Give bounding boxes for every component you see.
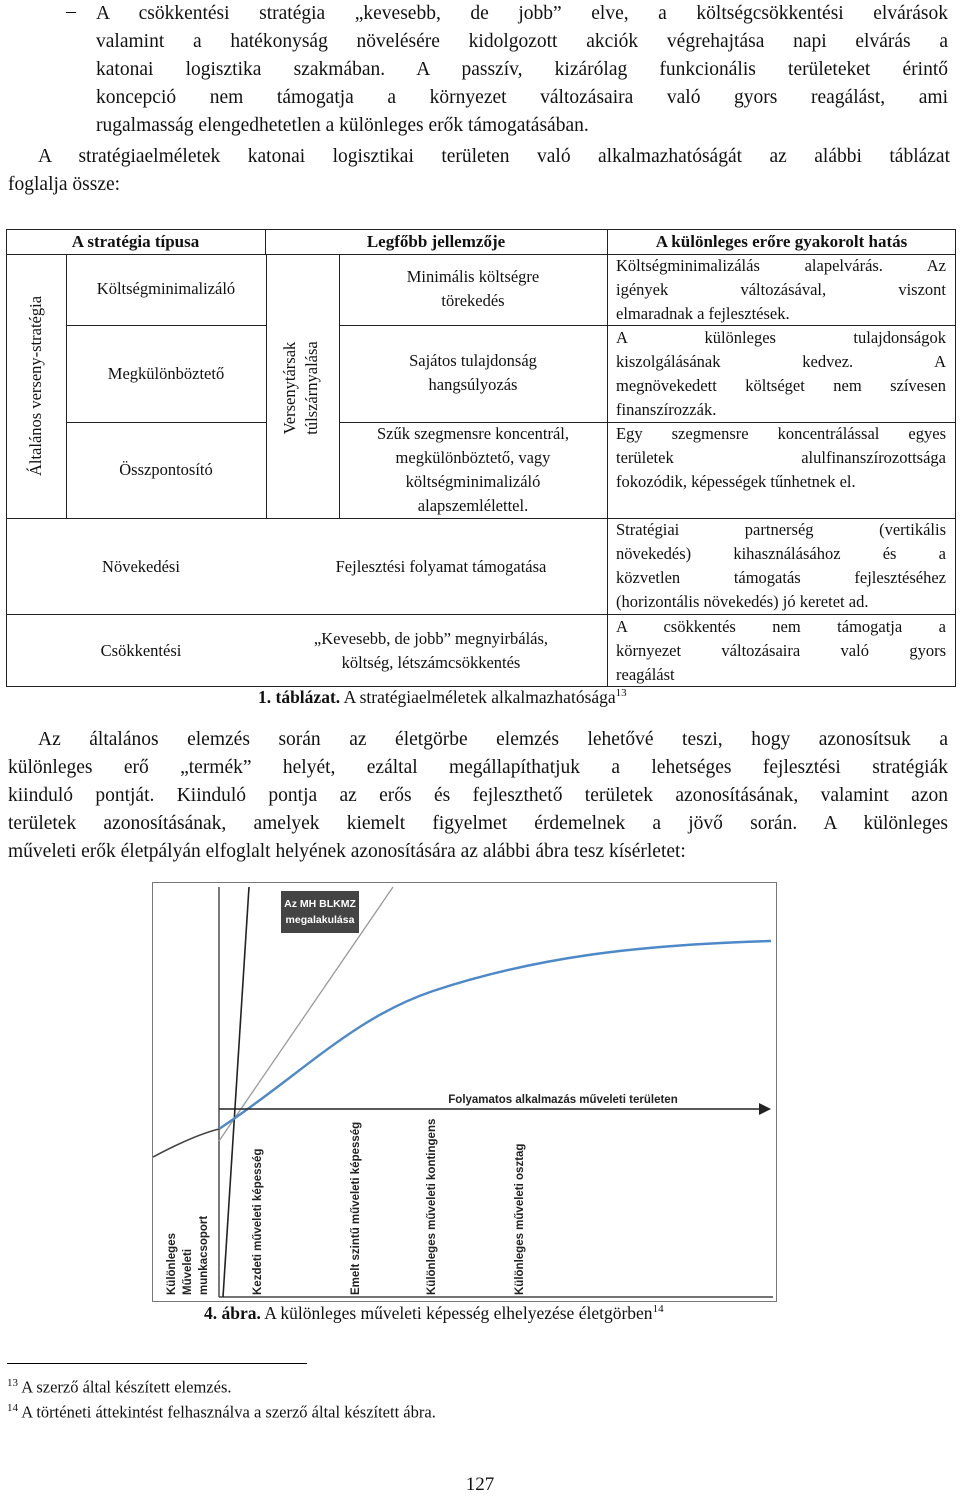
row-type: Megkülönböztető xyxy=(107,364,225,383)
effect-line: Költségminimalizálás alapelvárás. Az xyxy=(616,256,946,275)
feature-line: törekedés xyxy=(441,291,505,310)
effect-line: közvetlen támogatás fejlesztéséhez xyxy=(616,568,946,587)
bullet-line: A csökkentési stratégia „kevesebb, de jobb” elve, a költségcsökkentési elvárások xyxy=(96,3,948,24)
feature-line: költségminimalizáló xyxy=(405,472,541,491)
body-line: kiinduló pontját. Kiinduló pontja az erős és fejleszthető területek azonosításának, valamint azon xyxy=(8,785,948,806)
footnote-14 xyxy=(7,1402,436,1423)
intro-paragraph xyxy=(8,143,950,199)
effect-line: Egy szegmensre koncentrálással egyes xyxy=(616,424,946,443)
feature-line: Szűk szegmensre koncentrál, xyxy=(377,424,569,443)
body-line: területek azonosításának, amelyek kiemelt figyelmet érdemelnek a jövő során. A különleges xyxy=(8,813,948,834)
footnote-separator xyxy=(7,1363,307,1364)
row-effect xyxy=(616,422,946,494)
effect-line: növekedés) kihasználásához és a xyxy=(616,544,946,563)
row-effect xyxy=(616,615,946,687)
founding-box-line2: megalakulása xyxy=(285,914,355,926)
rival-label xyxy=(279,288,323,488)
arrow-label: Folyamatos alkalmazás műveleti területen xyxy=(448,1094,678,1106)
footnote-13 xyxy=(7,1377,232,1398)
figure-caption-text: A különleges műveleti képesség elhelyezése életgörben xyxy=(260,1303,653,1323)
row-type: Összpontosító xyxy=(119,460,213,479)
effect-line: fokozódik, képességek tűnhetnek el. xyxy=(616,472,856,491)
bullet-line: koncepció nem támogatja a környezet változásaira való gyors reagálást, ami xyxy=(96,87,948,108)
stage-label-workgroup-2: Műveleti xyxy=(182,1248,194,1295)
effect-line: elmaradnak a fejlesztések. xyxy=(616,304,790,323)
row-effect xyxy=(616,326,946,422)
life-cycle-figure xyxy=(152,882,777,1302)
header-effect: A különleges erőre gyakorolt hatás xyxy=(655,232,908,251)
effect-line: (horizontális növekedés) jó keretet ad. xyxy=(616,592,869,611)
effect-line: reagálást xyxy=(616,665,675,684)
effect-line: kiszolgálásának kedvez. A xyxy=(616,352,946,371)
figure-caption-label: 4. ábra. xyxy=(204,1303,261,1323)
effect-line: Stratégiai partnerség (vertikális xyxy=(616,520,946,539)
feature-line: „Kevesebb, de jobb” megnyirbálás, xyxy=(313,629,549,648)
effect-line: igények változásával, viszont xyxy=(616,280,946,299)
figure-caption xyxy=(204,1303,664,1324)
arrow-head xyxy=(759,1103,771,1115)
row-feature xyxy=(339,349,607,397)
header-feature: Legfőbb jellemzője xyxy=(366,232,506,251)
row-feature xyxy=(276,555,606,579)
row-effect xyxy=(616,518,946,614)
bullet-line: katonai logisztika szakmában. A passzív, kizárólag funkcionális területeket érintő xyxy=(96,59,948,80)
stage-label-initial-capability: Kezdeti műveleti képesség xyxy=(252,1148,264,1295)
bullet-line: rugalmasság elengedhetetlen a különleges erők támogatásában. xyxy=(96,115,589,136)
effect-line: környezet változásaira való gyors xyxy=(616,641,946,660)
intro-line: A stratégiaelméletek katonai logisztikai területen való alkalmazhatóságát az alábbi táblázat xyxy=(38,146,950,167)
stage-label-workgroup-1: Különleges xyxy=(166,1233,178,1295)
figure-caption-footnote-ref: 14 xyxy=(652,1303,664,1316)
row-type: Növekedési xyxy=(102,557,180,576)
row-feature xyxy=(339,422,607,518)
effect-line: A különleges tulajdonságok xyxy=(616,328,946,347)
row-feature xyxy=(261,627,601,675)
rival-label-line: Versenytársak xyxy=(280,341,299,435)
stage-label-squadron: Különleges műveleti osztag xyxy=(514,1143,526,1295)
effect-line: területek alulfinanszírozottsága xyxy=(616,448,946,467)
feature-line: hangsúlyozás xyxy=(428,375,518,394)
row-type: Csökkentési xyxy=(100,641,182,660)
feature-line: Fejlesztési folyamat támogatása xyxy=(335,557,547,576)
row-effect xyxy=(616,254,946,326)
bullet-dash: – xyxy=(66,0,76,22)
effect-line: megnövekedett költséget nem szívesen xyxy=(616,376,946,395)
page-number: 127 xyxy=(465,1474,495,1495)
row-feature xyxy=(339,265,607,313)
feature-line: megkülönböztető, vagy xyxy=(395,448,551,467)
footnote-text: A szerző által készített elemzés. xyxy=(18,1377,232,1397)
feature-line: Sajátos tulajdonság xyxy=(409,351,537,370)
row-type: Költségminimalizáló xyxy=(96,279,236,298)
table-caption xyxy=(258,687,627,708)
footnote-text: A történeti áttekintést felhasználva a szerző által készített ábra. xyxy=(18,1402,436,1422)
strategy-table xyxy=(6,229,956,687)
early-curve xyxy=(153,1129,219,1157)
footnote-number: 13 xyxy=(7,1377,18,1389)
table-caption-footnote-ref: 13 xyxy=(615,687,627,700)
steep-line xyxy=(223,887,249,1297)
stage-label-contingent: Különleges műveleti kontingens xyxy=(426,1118,438,1295)
header-type: A stratégia típusa xyxy=(71,232,200,251)
feature-line: Minimális költségre xyxy=(406,267,540,286)
effect-line: finanszírozzák. xyxy=(616,400,717,419)
table-caption-label: 1. táblázat. xyxy=(258,687,341,707)
table-caption-text: A stratégiaelméletek alkalmazhatósága xyxy=(340,687,616,707)
body-paragraph xyxy=(8,726,948,866)
body-line: Az általános elemzés során az életgörbe elemzés lehetővé teszi, hogy azonosítsuk a xyxy=(38,729,948,750)
life-cycle-diagram xyxy=(153,883,776,1301)
stage-label-advanced-capability: Emelt szintű műveleti képesség xyxy=(350,1121,362,1295)
founding-box-line1: Az MH BLKMZ xyxy=(284,898,356,910)
body-line: különleges erő „termék” helyét, ezáltal megállapíthatjuk a lehetséges fejlesztési stratégiák xyxy=(8,757,948,778)
feature-line: költség, létszámcsökkentés xyxy=(341,653,521,672)
bullet-line: valamint a hatékonyság növelésére kidolgozott akciók végrehajtása napi elvárás a xyxy=(96,31,948,52)
feature-line: alapszemlélettel. xyxy=(417,496,529,515)
body-line: műveleti erők életpályán elfoglalt helyének azonosítására az alábbi ábra tesz kísérletet: xyxy=(8,841,686,862)
group-label: Általános verseny-stratégia xyxy=(26,295,45,477)
footnote-number: 14 xyxy=(7,1402,18,1414)
bullet-paragraph xyxy=(96,0,948,140)
intro-line: foglalja össze: xyxy=(8,174,121,195)
rival-label-line: túlszárnyalása xyxy=(302,341,321,435)
effect-line: A csökkentés nem támogatja a xyxy=(616,617,946,636)
stage-label-workgroup-3: munkacsoport xyxy=(198,1215,210,1295)
